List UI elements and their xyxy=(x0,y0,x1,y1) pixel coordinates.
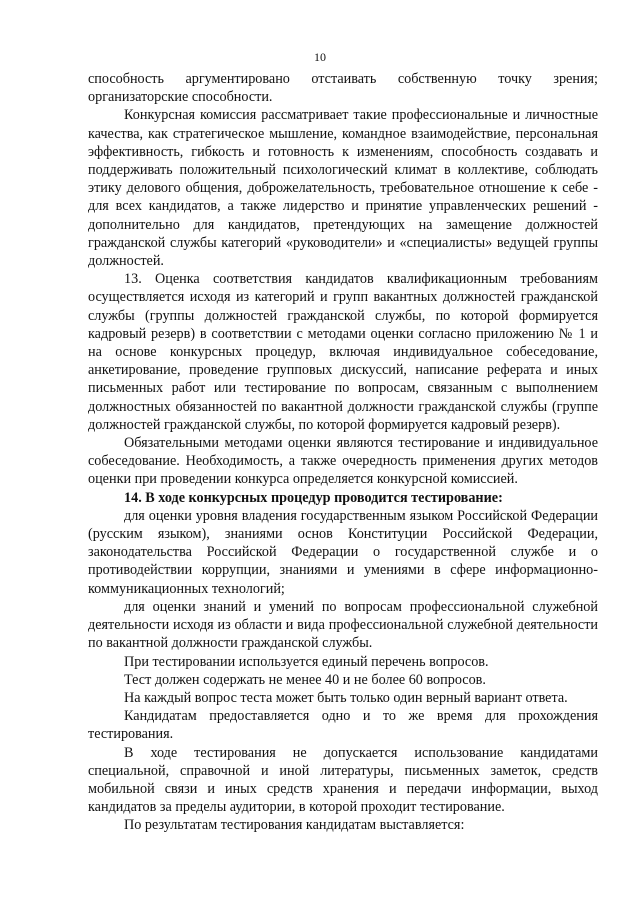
paragraph-abilities-continued: способность аргументировано отстаивать собственную точку зрения; организаторские способности. xyxy=(88,71,598,106)
paragraph-prohibited-items: В ходе тестирования не допускается использование кандидатами специальной, справочной и иной литературы, письменных заметок, средств мобильной связи и иных средств хранения и передачи информации, выход кандидатов за пределы аудитории, в которой проходит тестирование. xyxy=(88,744,598,816)
document-body xyxy=(88,70,598,835)
paragraph-testing-language: для оценки уровня владения государственным языком Российской Федерации (русским языком), знаниями основ Конституции Российской Федерации, законодательства Российской Федерации о государственной службе и о противодействии коррупции, знаниями и умениями в сфере информационно-коммуникационных технологий; xyxy=(88,507,598,597)
paragraph-personal-qualities: Конкурсная комиссия рассматривает такие профессиональные и личностные качества, как стратегическое мышление, командное взаимодействие, персональная эффективность, гибкость и готовность к изменениям, способность создавать и поддерживать положительный психологический климат в коллективе, соблюдать этику делового общения, доброжелательность, требовательное отношение к себе - для всех кандидатов, а также лидерство и принятие управленческих решений - дополнительно для кандидатов, претендующих на замещение должностей гражданской службы категорий «руководители» и «специалисты» ведущей группы должностей. xyxy=(88,107,598,270)
paragraph-mandatory-methods: Обязательными методами оценки являются тестирование и индивидуальное собеседование. Необходимость, а также очередность применения других методов оценки при проведении конкурса определяется конкурсной комиссией. xyxy=(88,435,598,488)
paragraph-question-count: Тест должен содержать не менее 40 и не более 60 вопросов. xyxy=(124,671,486,688)
section-14-heading: 14. В ходе конкурсных процедур проводится тестирование: xyxy=(124,489,503,506)
paragraph-testing-professional: для оценки знаний и умений по вопросам профессиональной служебной деятельности исходя из области и вида профессиональной служебной деятельности по вакантной должности гражданской службы. xyxy=(88,598,598,652)
paragraph-single-question-list: При тестировании используется единый перечень вопросов. xyxy=(124,653,489,670)
page-number: 10 xyxy=(314,50,326,64)
paragraph-single-answer: На каждый вопрос теста может быть только один верный вариант ответа. xyxy=(124,689,568,706)
paragraph-equal-time: Кандидатам предоставляется одно и то же время для прохождения тестирования. xyxy=(88,708,598,743)
paragraph-testing-results: По результатам тестирования кандидатам выставляется: xyxy=(124,817,465,834)
paragraph-section-13: 13. Оценка соответствия кандидатов квалификационным требованиям осуществляется исходя из категорий и групп вакантных должностей гражданской службы (группы должностей гражданской службы, по которой формируется кадровый резерв) в соответствии с методами оценки согласно приложению № 1 и на основе конкурсных процедур, включая индивидуальное собеседование, анкетирование, проведение групповых дискуссий, написание реферата и иных письменных работ или тестирование по вопросам, связанным с выполнением должностных обязанностей по вакантной должности гражданской службы (группе должностей гражданской службы, по которой формируется кадровый резерв). xyxy=(88,271,598,433)
